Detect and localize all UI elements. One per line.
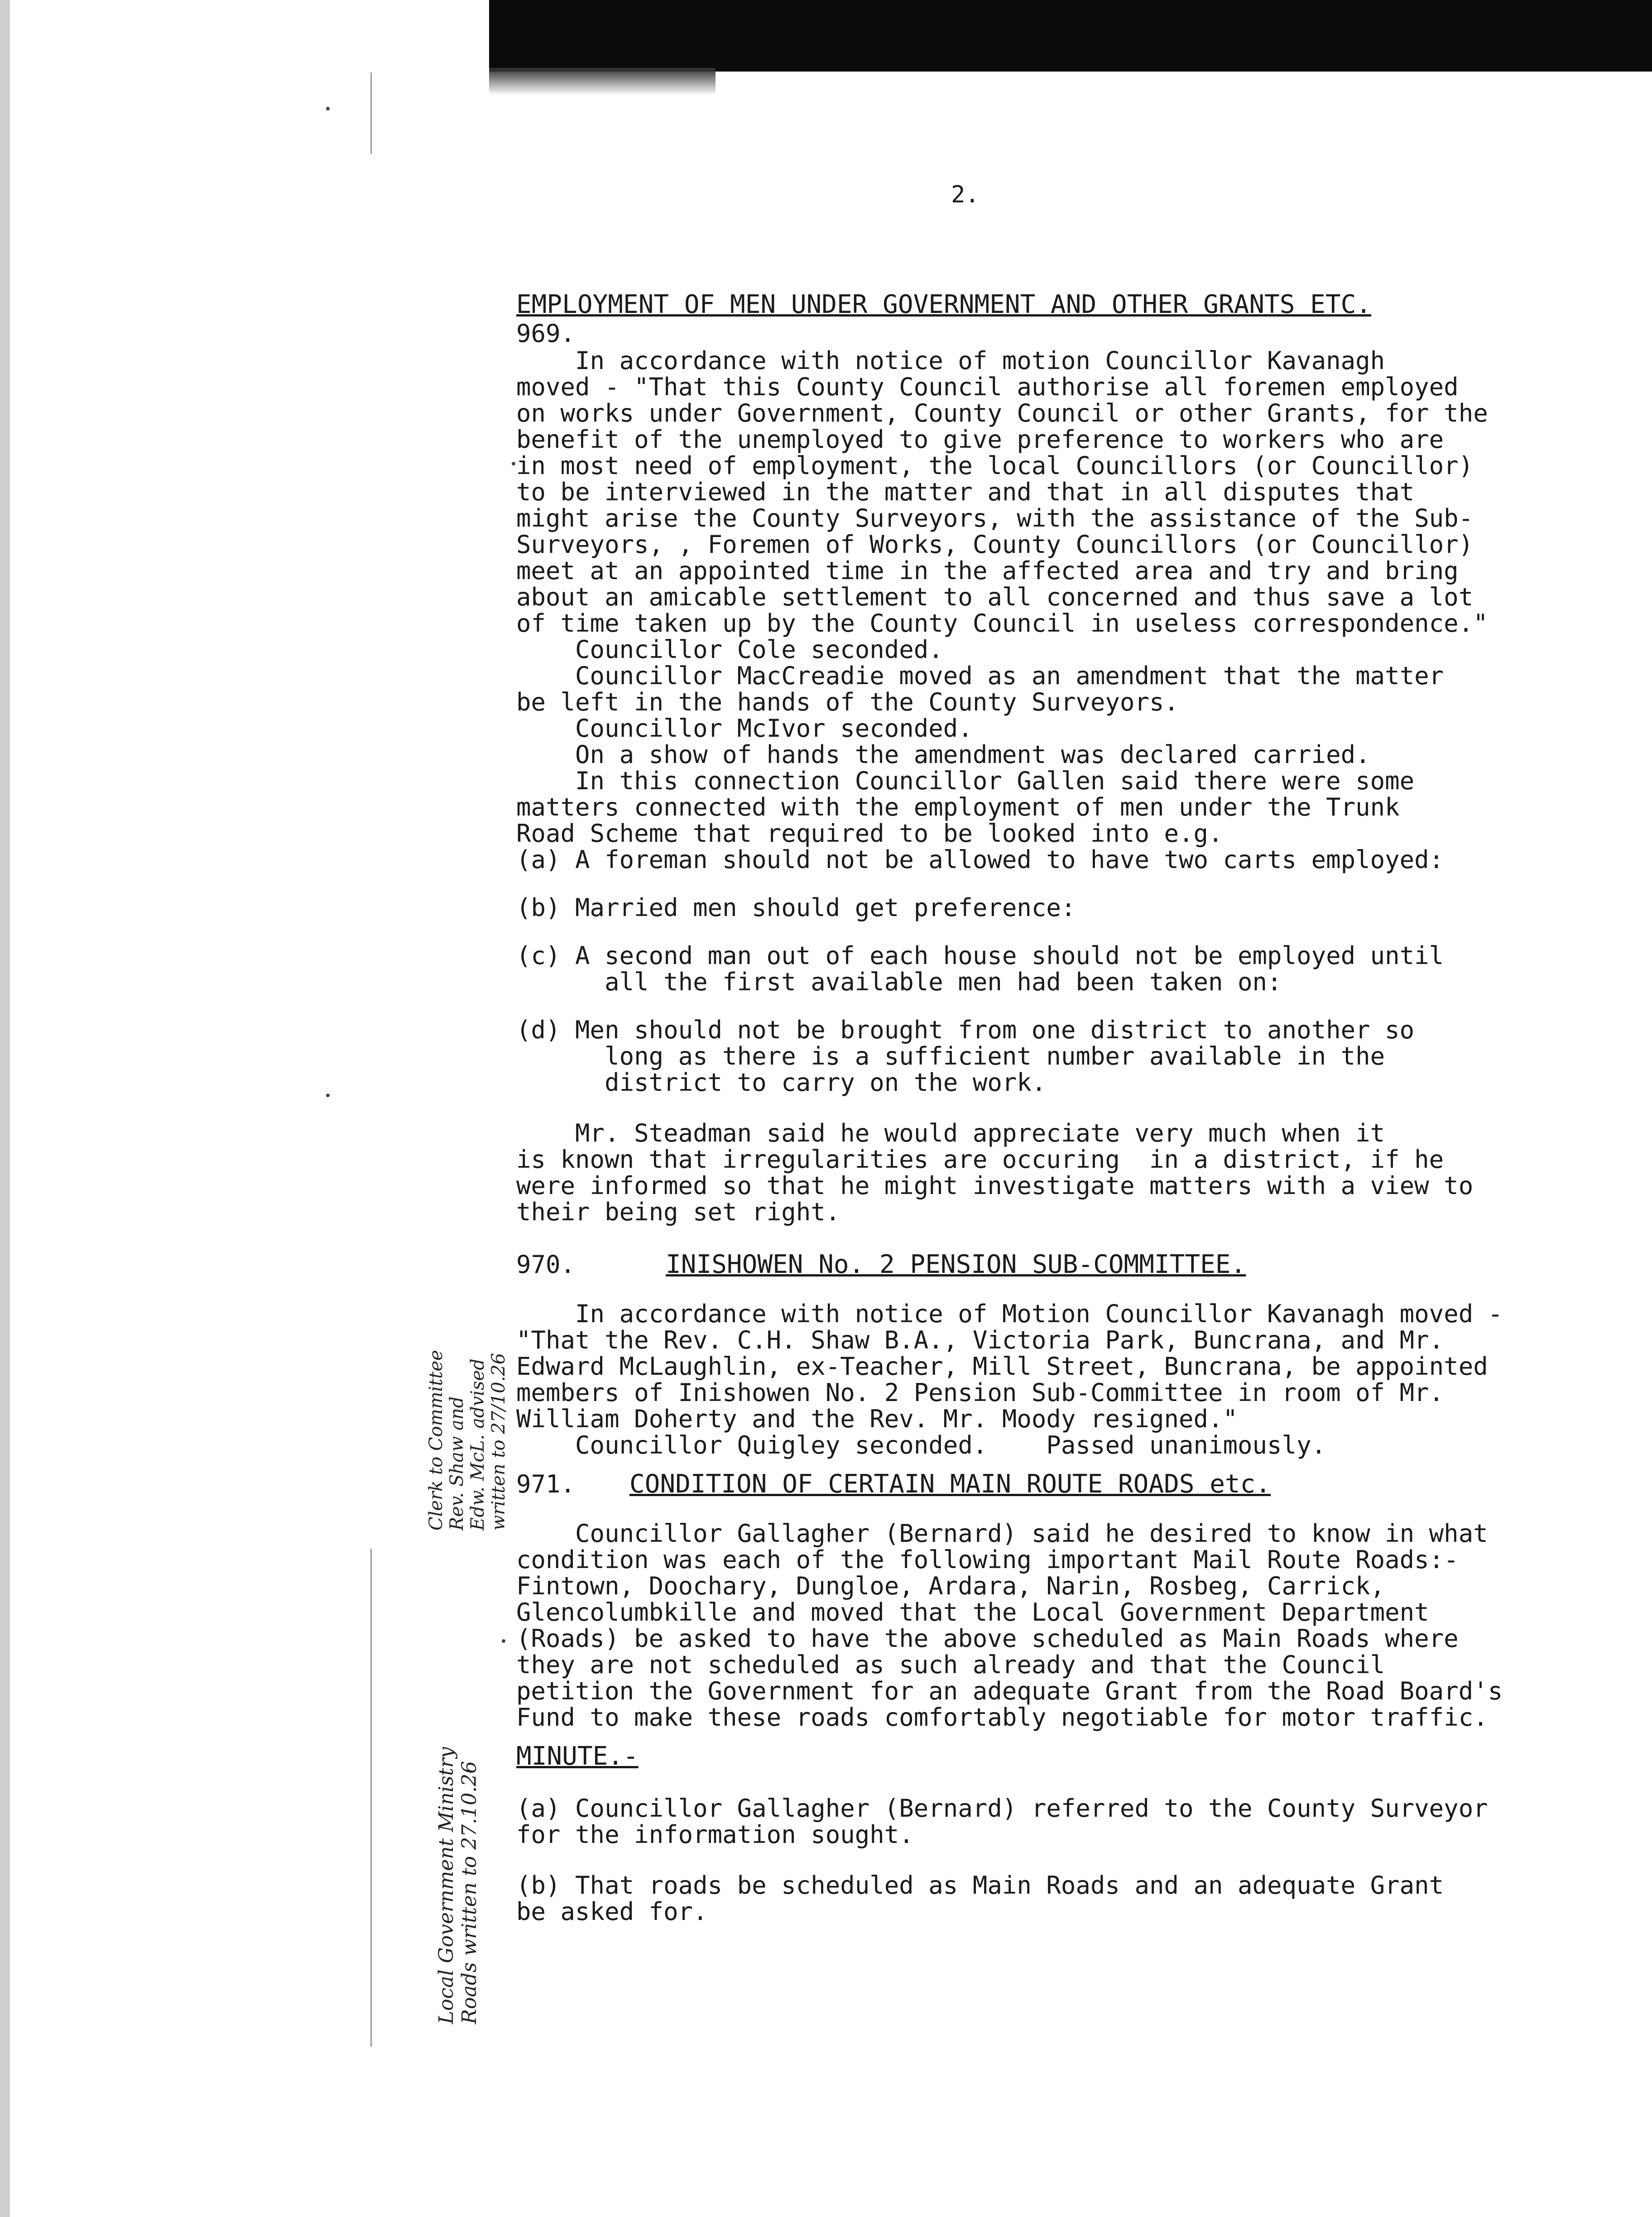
- text-line: be asked for.: [516, 1897, 708, 1926]
- scan-speck: [512, 462, 515, 465]
- text-line: is known that irregularities are occuring in a district, if he: [516, 1145, 1444, 1174]
- text-line: in most need of employment, the local Councillors (or Councillor): [516, 451, 1474, 480]
- text-line: petition the Government for an adequate Grant from the Road Board's: [516, 1677, 1503, 1705]
- text-line: to be interviewed in the matter and that in all disputes that: [516, 478, 1415, 506]
- section-969-number: 969.: [516, 319, 576, 348]
- text-line: Edward McLaughlin, ex-Teacher, Mill Street, Buncrana, be appointed: [516, 1352, 1488, 1381]
- text-line: Councillor MacCreadie moved as an amendment that the matter: [516, 662, 1444, 690]
- section-970-number: 970.: [516, 1250, 576, 1279]
- text-line: for the information sought.: [516, 1820, 914, 1849]
- section-969-list: [516, 847, 1603, 1096]
- section-970: [516, 1250, 1603, 1459]
- text-line: "That the Rev. C.H. Shaw B.A., Victoria Park, Buncrana, and Mr.: [516, 1326, 1444, 1354]
- section-970-header: [516, 1250, 1603, 1279]
- text-line: moved - "That this County Council authorise all foremen employed: [516, 373, 1459, 401]
- section-970-title: INISHOWEN No. 2 PENSION SUB-COMMITTEE.: [666, 1250, 1246, 1279]
- text-line: (b) That roads be scheduled as Main Roads and an adequate Grant: [516, 1871, 1444, 1900]
- text-line: Road Scheme that required to be looked into e.g.: [516, 819, 1223, 848]
- minute-a: [516, 1795, 1603, 1848]
- handwritten-margin-note-970: Clerk to Committee Rev. Shaw and Edw. McL. advised written to 27/10.26: [426, 1350, 509, 1531]
- minute-label: MINUTE.-: [516, 1742, 639, 1771]
- section-969-body: [516, 348, 1603, 847]
- list-item-a: (a) A foreman should not be allowed to have two carts employed:: [516, 845, 1444, 874]
- minute-b: [516, 1872, 1603, 1925]
- text-line: condition was each of the following important Mail Route Roads:-: [516, 1545, 1459, 1574]
- section-971-header: [516, 1469, 1603, 1499]
- text-line: Councillor Cole seconded.: [516, 635, 943, 664]
- text-line: In accordance with notice of motion Councillor Kavanagh: [516, 346, 1385, 375]
- text-line: Surveyors, , Foremen of Works, County Councillors (or Councillor): [516, 530, 1474, 559]
- section-969-title: EMPLOYMENT OF MEN UNDER GOVERNMENT AND OTHER GRANTS ETC.: [516, 290, 1372, 319]
- text-line: On a show of hands the amendment was declared carried.: [516, 740, 1370, 769]
- text-line: be left in the hands of the County Surveyors.: [516, 688, 1179, 716]
- list-item-c: (c) A second man out of each house should not be employed until: [516, 941, 1444, 970]
- text-line: Fund to make these roads comfortably negotiable for motor traffic.: [516, 1703, 1488, 1732]
- text-line: Mr. Steadman said he would appreciate very much when it: [516, 1119, 1385, 1147]
- scan-top-shadow: [489, 0, 1652, 72]
- text-line: might arise the County Surveyors, with the assistance of the Sub-: [516, 504, 1474, 533]
- text-line: Councillor Gallagher (Bernard) said he desired to know in what: [516, 1519, 1488, 1548]
- section-971-body: [516, 1521, 1603, 1731]
- text-line: (a) Councillor Gallagher (Bernard) referred to the County Surveyor: [516, 1794, 1488, 1823]
- scan-speck: [326, 107, 330, 110]
- text-line: William Doherty and the Rev. Mr. Moody resigned.": [516, 1405, 1238, 1433]
- page-number: 2.: [951, 181, 980, 208]
- text-line: about an amicable settlement to all concerned and thus save a lot: [516, 583, 1474, 611]
- list-item-b: (b) Married men should get preference:: [516, 893, 1076, 922]
- section-970-body: [516, 1301, 1603, 1459]
- scan-speck: [326, 1094, 330, 1097]
- list-item-d: (d) Men should not be brought from one district to another so: [516, 1016, 1415, 1044]
- list-item-c-cont: all the first available men had been taken on:: [516, 968, 1282, 996]
- text-line: their being set right.: [516, 1198, 840, 1226]
- section-971-number: 971.: [516, 1470, 576, 1498]
- text-line: In this connection Councillor Gallen said there were some: [516, 767, 1415, 795]
- section-971: [516, 1469, 1603, 1925]
- text-line: Glencolumbkille and moved that the Local Government Department: [516, 1598, 1429, 1627]
- text-line: meet at an appointed time in the affected area and try and bring: [516, 557, 1459, 585]
- text-line: on works under Government, County Council or other Grants, for the: [516, 399, 1488, 427]
- margin-rule-top: [370, 72, 372, 154]
- handwritten-margin-note-971: Local Government Ministry Roads written to 27.10.26: [435, 1747, 481, 2024]
- text-line: were informed so that he might investigate matters with a view to: [516, 1171, 1474, 1200]
- text-line: Councillor Quigley seconded. Passed unanimously.: [516, 1431, 1326, 1459]
- text-line: Councillor McIvor seconded.: [516, 714, 973, 743]
- section-971-title: CONDITION OF CERTAIN MAIN ROUTE ROADS etc.: [629, 1469, 1271, 1499]
- text-line: matters connected with the employment of men under the Trunk: [516, 793, 1400, 821]
- text-line: they are not scheduled as such already and that the Council: [516, 1651, 1385, 1679]
- scan-left-edge: [0, 0, 10, 2217]
- section-969: [516, 290, 1603, 1225]
- scan-top-shadow-fade: [489, 68, 716, 95]
- text-line: Fintown, Doochary, Dungloe, Ardara, Narin, Rosbeg, Carrick,: [516, 1572, 1385, 1600]
- text-line: (Roads) be asked to have the above scheduled as Main Roads where: [516, 1624, 1459, 1653]
- list-item-d-cont: long as there is a sufficient number available in the: [516, 1042, 1385, 1070]
- text-line: members of Inishowen No. 2 Pension Sub-Committee in room of Mr.: [516, 1378, 1444, 1407]
- text-line: In accordance with notice of Motion Councillor Kavanagh moved -: [516, 1300, 1503, 1328]
- document-body: [516, 290, 1603, 1925]
- scan-speck: [502, 1639, 505, 1643]
- section-969-closing: [516, 1120, 1603, 1225]
- text-line: of time taken up by the County Council in useless correspondence.": [516, 609, 1488, 638]
- list-item-d-cont: district to carry on the work.: [516, 1068, 1047, 1097]
- text-line: benefit of the unemployed to give preference to workers who are: [516, 425, 1444, 454]
- margin-rule-bottom: [370, 1549, 372, 2047]
